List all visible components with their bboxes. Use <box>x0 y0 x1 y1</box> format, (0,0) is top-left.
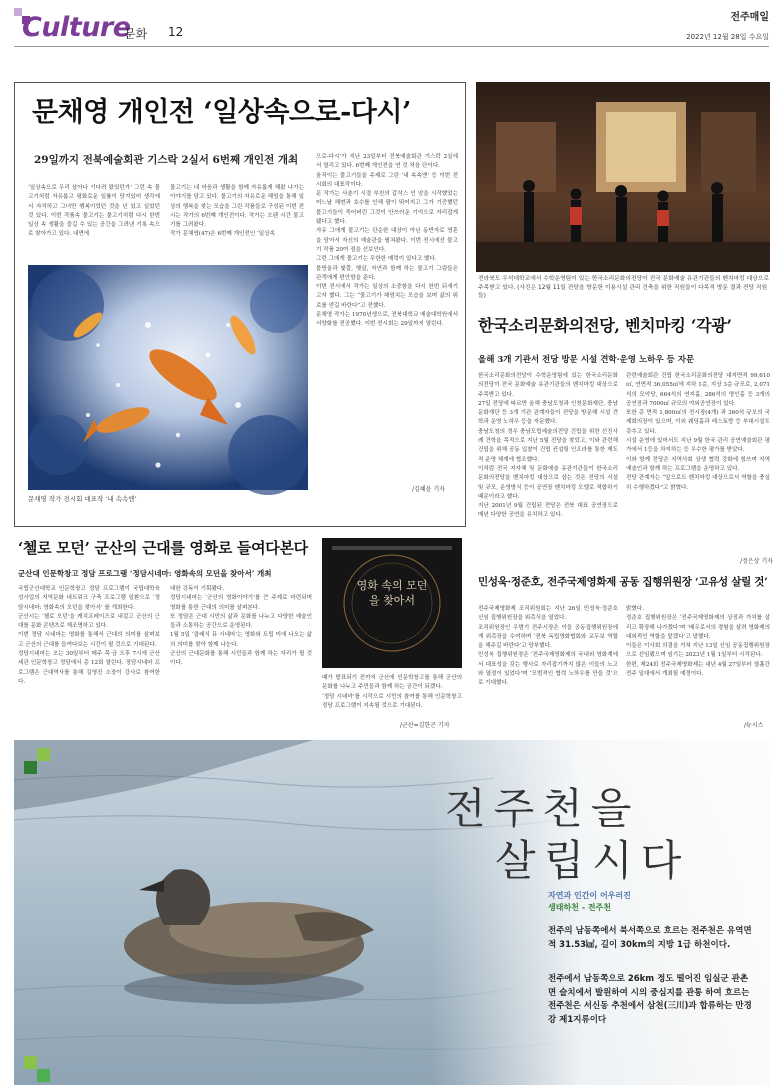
article1-headline: 문채영 개인전 ‘일상속으로-다시’ <box>32 97 411 128</box>
article3-col1: 한국소리문화의전당이 수학운영팀에 있는 한국소리문화의전당이 전국 문화예술 유관기관들의 벤치마킹 대상으로 주목받고 있다. 27일 전당에 따르면 올해 충남도청과 인천문화재단, 충남문화재단 등 3개 기관 관계자들이 전당을 방문해 시설 견학과 운영 노하우 등을 자문했다. 충남도청의 경우 충남도립예술의전당 건립을 위한 선진사례 견학을 목적으로 지난 5월 전당을 찾았고, 이와 관련해 건립을 위해 공동 입찰이 건립 컨설팅 인프라를 통한 제도적 운영 체계에 협조했다. 이처럼 전국 지자체 및 문화예술 유관기관들이 한국소리문화의전당을 벤치마킹 대상으로 삼는 것은 전당의 시설 및 규모, 운영방식 등이 공연장 벤치마킹 모델로 적합하기 때문이라고 했다. 지난 2001년 9월 건립된 전당은 전북 대표 공연장으로 매년 다양한 공연을 유치하고 있다. <box>478 373 618 519</box>
fish-painting-photo <box>28 265 308 490</box>
fish-painting-art <box>28 265 308 490</box>
river-duck-photo <box>14 740 770 1085</box>
feature-para2: 전주에서 남동쪽으로 26km 정도 떨어진 임실군 관촌면 슬치에서 발원하여 시의 중심지를 관통 하여 흐르는 전주천은 서신동 추천에서 삼천(三川)과 합류하는 만경강 제1지류이다 <box>548 974 752 1025</box>
article2-byline: /군산=김한곤 기자 <box>400 722 450 729</box>
article3-byline: /정은상 기자 <box>740 558 773 565</box>
feature-tag2 <box>548 902 611 913</box>
article3-headline: 한국소리문화의전당, 벤치마킹 ‘각광’ <box>478 316 732 335</box>
cinema-poster <box>322 538 462 668</box>
article4-col1: 전주국제영화제 조직위원회는 지난 26일 민성욱·정준호 신임 집행위원장을 위촉식을 열었다. 조직위원장인 우범기 전주시장은 이들 공동집행위원장에게 위촉장을 수여하며 ‘전북 독립영화협회와 교두보 역할을 해주길 바란다’고 당부했다. 민성욱 집행위원장은 ‘전주국제영화제의 국내외 영화계에서 대표성을 갖는 행사로 자리잡기까지 많은 이들의 노고와 열정이 있었다’며 ‘모범적인 협력 노하우를 만들 것’으로 기대했다. <box>478 606 618 687</box>
feature-tag2-b: 전주천 <box>587 903 611 912</box>
river-duck-scene <box>14 740 770 1085</box>
section-title-ko: 문화 <box>124 27 148 41</box>
section-title-en: Culture <box>22 12 131 43</box>
article1-photo-caption: 문채영 작가 전시회 대표작 ‘내 속속엔’ <box>28 495 137 503</box>
issue-date: 2022년 12월 28일 수요일 <box>686 33 769 41</box>
article3-photo-caption: 전라북도 우석대학교에서 수학운영팀이 있는 한국소리문화의전당이 전국 문화예술 유관기관들의 벤치마킹 대상으로 주목받고 있다. (사진은 12월 11일 전당을 방문한 이용시설 관리 건축을 위한 직원들이 다목적 방문 결과 전당 직원들) <box>478 276 769 299</box>
article3-col2: 관련예술회관 건립 한국소리문화의전당 대지면적 99,610㎡, 연면적 36,055㎡에 지하 1층, 지상 3층 규모로, 2,071석의 모악당, 664석의 연지홀, 286석의 명인홀 등 3개의 공연장과 7000㎡ 규모의 야외공연장이 있다. 또한 총 면적 1,800㎡의 전시장(4개) 과 360석 규모의 국제회의장이 있으며, 이외 웨딩홀과 레스토랑 등 부대시설도 갖추고 있다. 시설 운영에 있어서도 지난 9월 한국 관리 공연예술회관 평가에서 1등을 차지하는 등 우수한 평가를 받았다. 이와 함께 전당은 지역사회 상생 협력 강화에 힘쓰며 지역 예술인과 함께 하는 프로그램을 운영하고 있다. 전당 관계자는 “앞으로도 벤치마킹 대상으로서 역할을 충실히 수행하겠다”고 밝혔다. <box>626 373 770 491</box>
feature-tag1: 자연과 인간이 어우러진 <box>548 891 631 900</box>
sori-hall-scene <box>476 82 770 272</box>
article2-col1: 국립군산대학교 인문학창고 정담 프로그램이 국립대학육성사업의 지역문화 네트워크 구축 프로그램 일환으로 ‘정담시네마: 영화속의 모던을 찾아서’ 를 개최한다. 군산시는 ‘첼로 모던’을 캐치프레이즈로 내걸고 군산의 근대를 문화 콘텐츠로 재조명하고 있다. 이번 정담 시네마는 영화를 통해서 근대의 의미를 살펴보고 군산의 근대를 들여다보는 시간이 될 것으로 기대된다. 정담시네마는 오는 30일부터 매주 목·금 오후 7시에 군산세관 인문학창고 정담에서 총 12회 열린다. 정담시네마 프로그램은 근대역사를 통해 김영진 소장이 강사로 참여한다. <box>18 586 160 685</box>
newspaper-name: 전주매일 <box>730 12 769 23</box>
feature-title-line1: 전주천을 <box>445 784 640 833</box>
article1-byline: /김혜윤 기자 <box>412 486 445 493</box>
article4-byline: /뉴시스 <box>744 722 764 729</box>
article2-col3: 때가 발표되기 전까지 군산에 인문학창고를 통해 군산의 문화를 나누고 주민들과 함께 하는 공간이 되겠다. ‘정담 시네마’를 시작으로 시민의 참여를 통해 인문학창고 정담 프로그램이 지속될 것으로 기대된다. <box>322 675 462 709</box>
article2-col2: 대한 강독이 기획됐다. 정담시네마는 ‘군산의 영화이야기’를 큰 주제로 마련되며 영화를 통한 근대의 의미를 살펴본다. 또 정담은 근대 시민의 삶과 문화를 나누고 다양한 예술인들과 소통하는 공간으로 운영된다. 1월 5일 ‘클래식 뮤 시네마’는 영화와 트립 미에 나오는 삶의 의미를 찾아 함께 나눈다. 군산의 근대문화를 통해 시민들과 함께 하는 자리가 될 것이다. <box>170 586 312 667</box>
article2-subhead: 군산대 인문학창고 정담 프로그램 ‘정담시네마: 영화속의 모던을 찾아서’ 개최 <box>18 569 272 578</box>
header-divider <box>14 46 769 47</box>
article4-headline: 민성욱·정준호, 전주국제영화제 공동 집행위원장 ‘고유성 살릴 것’ <box>478 576 768 588</box>
article1-col1: ‘일상속으로 우리 살아나 기다려 왔었던가’ 그런 속 물고기처럼 자유롭고 평화로운 일률이 담겨있어 생각에서 자작하고 그녀만 행복이었던 것을 넌 있고 실었던 것 있다. 이번 작품속 물고기는 물고기처럼 다시 한번 일상 속 생활을 즐길 수 있는 공간을 그려낸 기록 속으로 찾아가고 있다. 내면에 <box>28 185 162 238</box>
cinema-poster-title: 영화 속의 모던을 찾아서 <box>356 579 428 607</box>
feature-title-line2: 살립시다 <box>495 836 690 885</box>
sori-hall-photo <box>476 82 770 272</box>
article1-col2: 물고기는 내 마음과 생활을 함께 자유롭게 해왔 나가는 이야기를 담고 있다. 물고기의 자유로운 헤엄을 통해 일상의 행복을 찾는 모습을 그린 작품들로 구성된 이번 전시는 작가의 6번째 개인전이다. 작가는 오랜 시간 물고기를 그려왔다. 작가 문채영(47)은 6번째 개인전인 ‘일상속 <box>170 185 304 238</box>
page-header <box>0 0 783 50</box>
feature-tag2-a: 생태하천 - <box>548 903 588 912</box>
article2-headline: ‘첼로 모던’ 군산의 근대를 영화로 들여다본다 <box>18 539 308 557</box>
article3-subhead: 올해 3개 기관서 전당 방문 시설 견학·운영 노하우 등 자문 <box>478 355 695 365</box>
article1-subhead: 29일까지 전북예술회관 기스락 2실서 6번째 개인전 개최 <box>34 154 299 166</box>
page-number: 12 <box>168 25 184 39</box>
article4-col2: 밝혔다. 정준호 집행위원장은 ‘전주국제영화제의 상징과 가치를 살리고 확장해 나가겠다’며 ‘배우로서의 경험을 살려 영화제의 대외적인 역할을 맡겠다’고 말했다. 이들은 이사회 의결을 거쳐 지난 13일 신임 공동집행위원장으로 선임됐으며 임기는 2023년 1월 1일부터 시작된다. 한편, 제24회 전주국제영화제는 내년 4월 27일부터 열흘간 전주 일대에서 개최될 예정이다. <box>626 606 770 678</box>
feature-accent-squares <box>24 1056 50 1082</box>
article1-col3: 으로-다시’가 지난 23일부터 전북예술회관 기스락 2실에서 열리고 있다. 6번째 개인전을 연 것 처음 단이다. 움직이는 물고기들을 주제로 그린 ‘내 속속엔’ 등 이번 전시회의 대표작이다. 문 작가는 사춘기 시절 부친의 갑작스 인 암을 시작했었는 어느날 해변과 호수를 인해 팔이 뛰어지고 그가 기증했던 물고기들이 죽어버린 그것이 안쓰러운 기억으로 자리잡게 됐다고 했다. 자유 그에게 물고기는 단순한 대상이 아닌 동반자로 영혼을 담아서 자신의 예술관을 펼쳐왔다. 이번 전시에선 물고기 작품 20여 점을 선보인다. 그런 그에게 물고기는 무한한 매력이 있다고 했다. 물방울과 빛깔, 햇살, 자연과 함께 하는 물고기 그림들은 관객에게 편안함을 준다. 이번 전시에서 작가는 일상의 소중함을 다시 한번 되새기고자 했다. 그는 “물고기가 헤엄치는 모습을 보며 삶의 위로를 얻길 바란다”고 전했다. 문채영 작가는 1970년생으로, 전북대학교 예술대학원에서 서양화를 전공했다. 이번 전시회는 29일까지 열린다. <box>316 154 459 328</box>
feature-para1: 전주의 남동쪽에서 북서쪽으로 흐르는 전주천은 유역면적 31.53㎢, 길이 30km의 지방 1급 하천이다. <box>548 926 752 950</box>
feature-top-squares <box>24 748 50 774</box>
